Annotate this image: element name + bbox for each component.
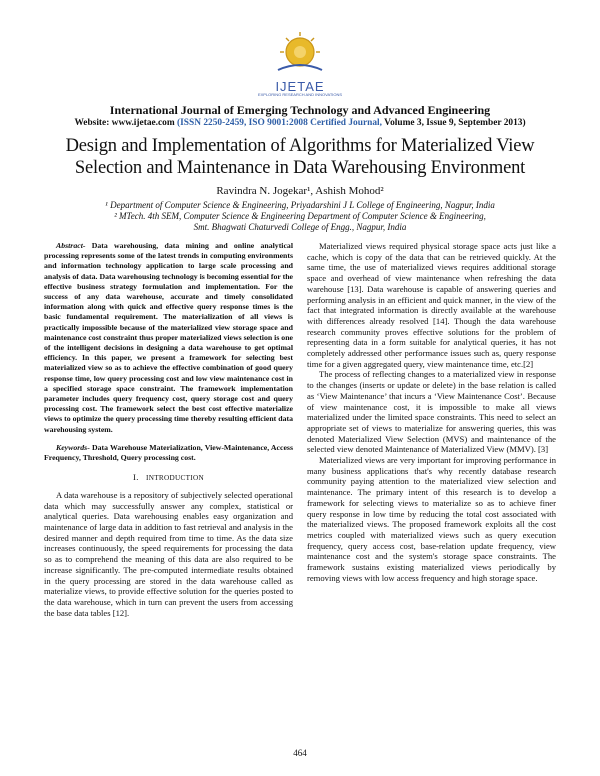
keywords-text: Data Warehouse Materialization, View-Maintenance, Access Frequency, Threshold, Query processing cost. [44, 442, 293, 463]
body-paragraph-2: The process of reflecting changes to a materialized view in response to the changes (inserts or update or delete) in the base relation is called as ‘View Maintenance’ that incurs a ‘View Maintenance Cost’. Because of view maintenance cost, it is impossible to make all views materialized under the limited space constraints. This need to select an appropriate set of views to materialize for answering queries, this was denoted Materialized View Selection (MVS) and maintenance of the selected view denoted Maintenance of Materialized View (MMV). [3] [307, 369, 556, 455]
journal-website-line [0, 118, 600, 128]
body-paragraph-1: Materialized views required physical storage space acts just like a cache, which is copy of the data that can be retrieved quickly. At the same time, the use of materialized views requires additional storage space and overhead of view maintenance when refreshing the data warehouse [13]. Data warehouse is capable of answering queries and performing analysis in an efficient and quick manner, in the view of the fact that integrated information is directly available at the warehouse with differences already resolved [14]. Though the data warehouse research community proves effective solutions for the problem of representing data in a form suitable for analytical queries, it has not completely addressed other performance issues such as, query response time for a given aggregated query, view maintenance time, etc.[2] [307, 241, 556, 369]
paper-title: Design and Implementation of Algorithms for Materialized View Selection and Maintenance in Data Warehousing Environment [65, 136, 535, 178]
affiliation-2: ² MTech. 4th SEM, Computer Science & Engineering Department of Computer Science & Engineering, [114, 211, 486, 221]
logo-wordmark: IJETAE [275, 79, 325, 94]
intro-paragraph: A data warehouse is a repository of subjectively selected operational data which may successfully answer any complex, statistical or analytical queries. Data warehousing enables easy organization and maintenance of large data in addition to fast retrieval and analysis in the desired manner and depth required from time to time. As the data size increases continuously, the speed requirements for processing the data so as to comprehend the meaning of this data are also required to be increase significantly. The pre-computed intermediate results obtained in the query processing are stored in the data warehouse called as materialize views, to provide effective solution for the queries posted to the data warehouse, which in turn can prevent the users from accessing the base data tables [12]. [44, 489, 293, 618]
paper-authors: Ravindra N. Jogekar¹, Ashish Mohod² [216, 185, 384, 197]
journal-name: International Journal of Emerging Technology and Advanced Engineering [109, 103, 491, 117]
section-heading-introduction [44, 472, 293, 484]
issn-info: (ISSN 2250-2459, ISO 9001:2008 Certified Journal, [177, 118, 382, 128]
section-title: INTRODUCTION [146, 474, 204, 483]
abstract [44, 241, 293, 435]
section-number: I. [133, 472, 139, 483]
left-column [44, 241, 293, 618]
body-paragraph-3: Materialized views are very important for improving performance in many business applications that's why recently database research community paying attention to the materialized view selection and maintenance. The primary intent of this research is to develop a framework for selecting views to materialize so as to achieve finer query response in low time by reducing the total cost associated with the materialized views. The proposed framework exploits all the cost metrics coupled with materialized views such as query execution frequency, query access cost, base-relation update frequency, view maintenance cost and the system's storage space constraints. The framework sustains existing materialized views periodically by removing views with low access frequency and high storage space. [307, 455, 556, 583]
affiliation-1: ¹ Department of Computer Science & Engineering, Priyadarshini J L College of Engineering, Nagpur, India [105, 200, 495, 210]
website-link[interactable]: Website: www.ijetae.com [74, 118, 175, 128]
keywords [44, 443, 293, 463]
right-column [307, 241, 556, 584]
keywords-label: Keywords- [56, 442, 90, 452]
logo-tagline: EXPLORING RESEARCH AND INNOVATIONS [257, 92, 343, 97]
affiliation-3: Smt. Bhagwati Chaturvedi College of Engg., Nagpur, India [193, 222, 407, 232]
abstract-label: Abstract- [56, 241, 86, 250]
page-number: 464 [293, 748, 307, 758]
abstract-text: Data warehousing, data mining and online analytical processing represents some of the latest trends in computing environments and information technology application to large scale processing and analysis of data. Data warehousing technology is becoming essential for the effective business strategy formulation and implementation. For the success of any data warehouse, accurate and timely consolidated information along with quick and effective query response times is the basic fundamental requirement. The materialization of all views is practically impossible because of the materialized view storage space and maintenance cost constraint thus proper materialized views selection is one of the intelligent decisions in designing a data warehouse to get optimal efficiency. In this paper, we present a framework for selecting best materialized view so as to achieve the effective combination of good query response time, low query processing cost and low view maintenance cost in a specified storage space constraint. The framework implementation parameter includes query frequency cost, query storage cost and query processing cost. The framework select the best cost effective materialize views to optimize the query processing time thereby resulting efficient data warehousing system. [44, 241, 294, 434]
volume-info: Volume 3, Issue 9, September 2013) [384, 118, 526, 128]
